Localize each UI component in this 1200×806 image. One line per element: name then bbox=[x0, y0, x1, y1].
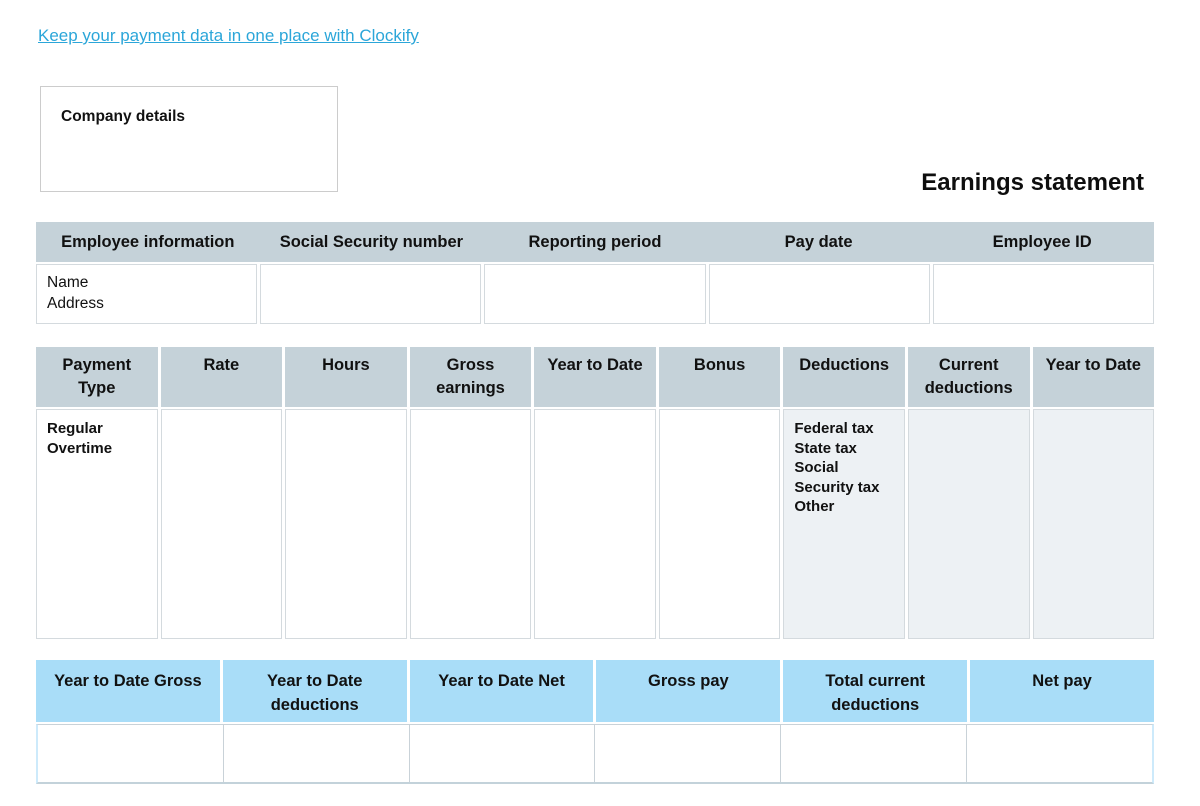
cell-year-to-date bbox=[534, 409, 656, 639]
cell-payment-type bbox=[36, 409, 158, 639]
payment-details-body-row bbox=[36, 409, 1154, 639]
employee-info-body-row bbox=[36, 264, 1154, 324]
col-header-social-security-number: Social Security number bbox=[279, 232, 464, 251]
cell-employee-information bbox=[36, 264, 257, 324]
col-header-rate: Rate bbox=[161, 347, 283, 407]
col-header-year-to-date: Year to Date bbox=[534, 347, 656, 407]
col-header-bonus: Bonus bbox=[659, 347, 781, 407]
col-header-gross-earnings: Gross earnings bbox=[410, 347, 532, 407]
cell-rate bbox=[161, 409, 283, 639]
col-header-total-current-deductions: Total current deductions bbox=[783, 660, 967, 722]
employee-name-label: Name bbox=[47, 274, 89, 291]
cell-deductions bbox=[783, 409, 905, 639]
col-header-year-to-date-deductions: Year to Date bbox=[1033, 347, 1155, 407]
col-header-year-to-date-net: Year to Date Net bbox=[410, 660, 594, 722]
col-header-hours: Hours bbox=[285, 347, 407, 407]
col-header-net-pay: Net pay bbox=[970, 660, 1154, 722]
payment-details-table bbox=[36, 347, 1154, 639]
payment-type-regular-label: Regular bbox=[47, 420, 103, 437]
cell-reporting-period bbox=[484, 264, 705, 324]
employee-info-table bbox=[36, 222, 1154, 324]
col-header-pay-date: Pay date bbox=[784, 232, 853, 251]
deduction-social-security-tax-label: Social Security tax bbox=[794, 459, 880, 496]
cell-current-deductions bbox=[908, 409, 1030, 639]
page-title: Earnings statement bbox=[921, 169, 1144, 196]
cell-pay-date bbox=[709, 264, 930, 324]
col-header-year-to-date-gross: Year to Date Gross bbox=[36, 660, 220, 722]
cell-employee-id bbox=[933, 264, 1154, 324]
cell-gross-pay bbox=[594, 725, 780, 782]
col-header-deductions: Deductions bbox=[783, 347, 905, 407]
cell-year-to-date-net bbox=[409, 725, 595, 782]
totals-summary-table bbox=[36, 660, 1154, 784]
col-header-current-deductions: Current deductions bbox=[908, 347, 1030, 407]
totals-summary-body-row bbox=[36, 724, 1154, 784]
totals-summary-header-row bbox=[36, 660, 1154, 722]
col-header-employee-information: Employee information bbox=[61, 232, 235, 251]
payment-type-overtime-label: Overtime bbox=[47, 439, 113, 457]
clockify-promo-link[interactable]: Keep your payment data in one place with Clockify bbox=[38, 26, 419, 45]
employee-address-label: Address bbox=[47, 295, 104, 312]
col-header-year-to-date-deductions-total: Year to Date deductions bbox=[223, 660, 407, 722]
payment-details-header-row bbox=[36, 347, 1154, 407]
col-header-reporting-period: Reporting period bbox=[528, 232, 662, 251]
col-header-payment-type: Payment Type bbox=[36, 347, 158, 407]
employee-info-header-row bbox=[36, 222, 1154, 262]
cell-social-security-number bbox=[260, 264, 481, 324]
cell-year-to-date-gross bbox=[38, 725, 223, 782]
deduction-federal-tax-label: Federal tax bbox=[794, 420, 874, 437]
cell-gross-earnings bbox=[410, 409, 532, 639]
cell-year-to-date-deductions-total bbox=[223, 725, 409, 782]
cell-net-pay bbox=[966, 725, 1152, 782]
cell-year-to-date-deductions bbox=[1033, 409, 1155, 639]
col-header-gross-pay: Gross pay bbox=[596, 660, 780, 722]
cell-bonus bbox=[659, 409, 781, 639]
col-header-employee-id: Employee ID bbox=[992, 232, 1092, 251]
promo-link-row bbox=[38, 26, 1164, 47]
cell-hours bbox=[285, 409, 407, 639]
company-details-label: Company details bbox=[61, 108, 186, 125]
cell-total-current-deductions bbox=[780, 725, 966, 782]
deduction-other-label: Other bbox=[794, 498, 835, 515]
deduction-state-tax-label: State tax bbox=[794, 439, 857, 457]
